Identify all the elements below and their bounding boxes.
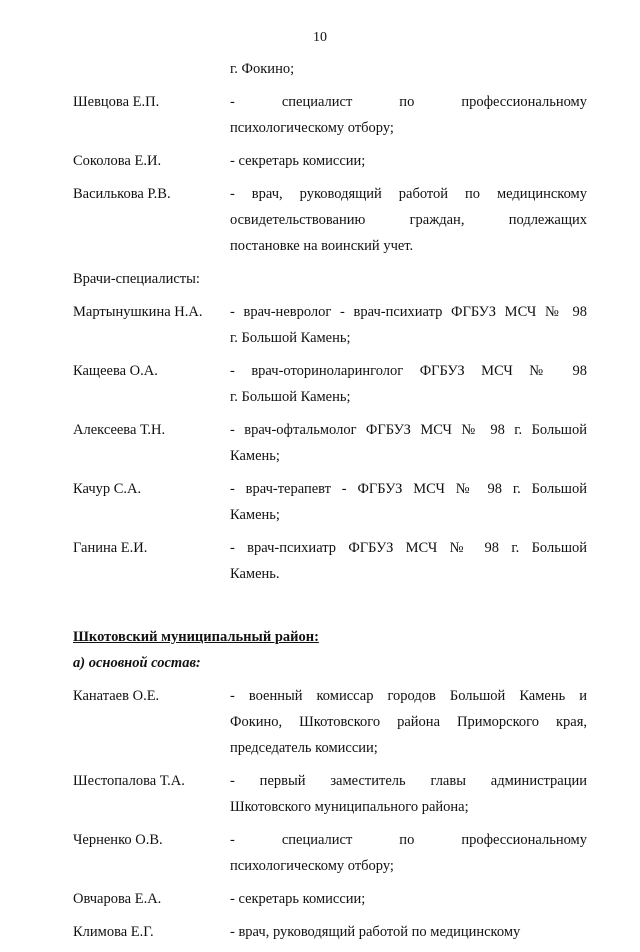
page-number: 10	[313, 30, 327, 45]
member-role	[230, 417, 587, 469]
role-line: освидетельствованию граждан, подлежащих	[230, 212, 587, 228]
continuation-text: г. Фокино;	[230, 61, 295, 77]
member-role	[230, 683, 587, 761]
member-name: Василькова Р.В.	[73, 186, 171, 202]
member-name: Качур С.А.	[73, 481, 142, 497]
member-role	[230, 919, 587, 945]
member-row	[73, 299, 587, 351]
role-line: - военный комиссар городов Большой Камень и	[230, 688, 587, 704]
member-name: Шевцова Е.П.	[73, 94, 160, 110]
member-row	[73, 827, 587, 879]
specialists-label: Врачи-специалисты:	[73, 271, 200, 287]
member-role	[230, 181, 587, 259]
member-row	[73, 768, 587, 820]
member-role	[230, 886, 587, 912]
role-line: психологическому отбору;	[230, 120, 394, 136]
member-role	[230, 768, 587, 820]
role-line: психологическому отбору;	[230, 858, 394, 874]
member-name: Климова Е.Г.	[73, 924, 154, 940]
role-line: - врач-невролог - врач-психиатр ФГБУЗ МСЧ № 98	[230, 304, 587, 320]
role-line: Фокино, Шкотовского района Приморского края,	[230, 714, 587, 730]
subsection-heading: а) основной состав:	[73, 655, 201, 671]
role-line: г. Большой Камень;	[230, 389, 351, 405]
member-list-2	[73, 299, 587, 587]
member-name: Кащеева О.А.	[73, 363, 158, 379]
member-row	[73, 535, 587, 587]
member-row	[73, 417, 587, 469]
member-row	[73, 358, 587, 410]
member-role	[230, 535, 587, 587]
member-row	[73, 89, 587, 141]
member-role	[230, 476, 587, 528]
member-row	[73, 148, 587, 174]
role-line: - секретарь комиссии;	[230, 891, 366, 907]
role-line: г. Большой Камень;	[230, 330, 351, 346]
member-name: Овчарова Е.А.	[73, 891, 162, 907]
member-name: Ганина Е.И.	[73, 540, 148, 556]
role-line: - секретарь комиссии;	[230, 153, 366, 169]
member-list-1	[73, 89, 587, 259]
member-row	[73, 886, 587, 912]
member-row	[73, 181, 587, 259]
role-line: Камень;	[230, 507, 280, 523]
role-line: Камень.	[230, 566, 280, 582]
role-line: - врач-психиатр ФГБУЗ МСЧ № 98 г. Большой	[230, 540, 587, 556]
role-line: - врач-терапевт - ФГБУЗ МСЧ № 98 г. Большой	[230, 481, 587, 497]
member-name: Алексеева Т.Н.	[73, 422, 166, 438]
member-role	[230, 299, 587, 351]
member-role	[230, 358, 587, 410]
role-line: - врач-офтальмолог ФГБУЗ МСЧ № 98 г. Большой	[230, 422, 587, 438]
role-line: Камень;	[230, 448, 280, 464]
section-heading: Шкотовский муниципальный район:	[73, 629, 319, 645]
member-row	[73, 476, 587, 528]
member-role	[230, 148, 587, 174]
member-row	[73, 683, 587, 761]
role-line: Шкотовского муниципального района;	[230, 799, 469, 815]
role-line: - первый заместитель главы администрации	[230, 773, 587, 789]
role-line: - врач-оториноларинголог ФГБУЗ МСЧ № 98	[230, 363, 587, 379]
page-content	[73, 56, 587, 952]
role-line: - специалист по профессиональному	[230, 832, 587, 848]
role-line: - врач, руководящий работой по медицинскому	[230, 924, 521, 940]
member-name: Мартынушкина Н.А.	[73, 304, 203, 320]
member-role	[230, 89, 587, 141]
member-name: Канатаев О.Е.	[73, 688, 160, 704]
member-name: Черненко О.В.	[73, 832, 163, 848]
member-name: Соколова Е.И.	[73, 153, 162, 169]
member-list-3	[73, 683, 587, 945]
role-line: постановке на воинский учет.	[230, 238, 414, 254]
member-role	[230, 827, 587, 879]
role-line: председатель комиссии;	[230, 740, 378, 756]
member-row	[73, 919, 587, 945]
role-line: - специалист по профессиональному	[230, 94, 587, 110]
role-line: - врач, руководящий работой по медицинскому	[230, 186, 587, 202]
member-name: Шестопалова Т.А.	[73, 773, 185, 789]
continuation-row	[73, 56, 587, 82]
